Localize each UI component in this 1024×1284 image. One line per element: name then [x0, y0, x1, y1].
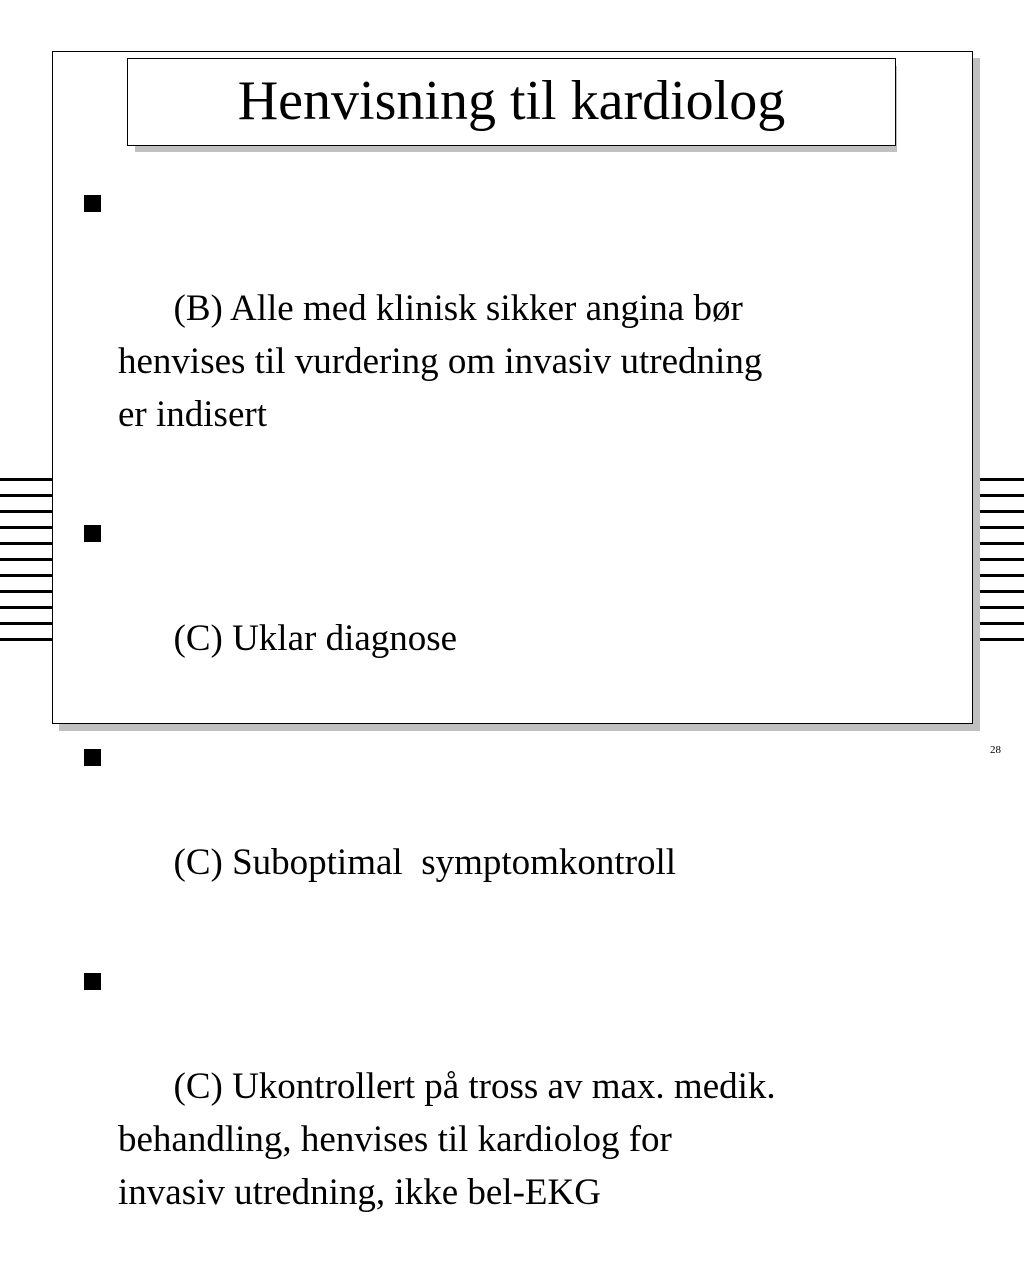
bullet-item: [80, 730, 940, 942]
bullet-list: [80, 176, 940, 1284]
bullet-item: [80, 176, 940, 494]
bullet-item: [80, 954, 940, 1272]
bullet-item: [80, 506, 940, 718]
slide-title: Henvisning til kardiolog: [237, 70, 786, 132]
bullet-text: (C) Uklar diagnose: [173, 618, 458, 659]
bullet-text: (C) Ukontrollert på tross av max. medik. behandling, henvises til kardiolog for invasiv utredning, ikke bel-EKG: [118, 1066, 776, 1213]
bullet-text: (B) Alle med klinisk sikker angina bør henvises til vurdering om invasiv utredning er indisert: [118, 288, 763, 435]
square-bullet-icon: [84, 195, 101, 212]
title-box: [127, 58, 896, 146]
right-stripe-decoration: [973, 478, 1024, 654]
square-bullet-icon: [84, 973, 101, 990]
square-bullet-icon: [84, 525, 101, 542]
square-bullet-icon: [84, 749, 101, 766]
page-number: 28: [990, 744, 1001, 756]
left-stripe-decoration: [0, 478, 52, 654]
bullet-text: (C) Suboptimal symptomkontroll: [173, 842, 677, 883]
